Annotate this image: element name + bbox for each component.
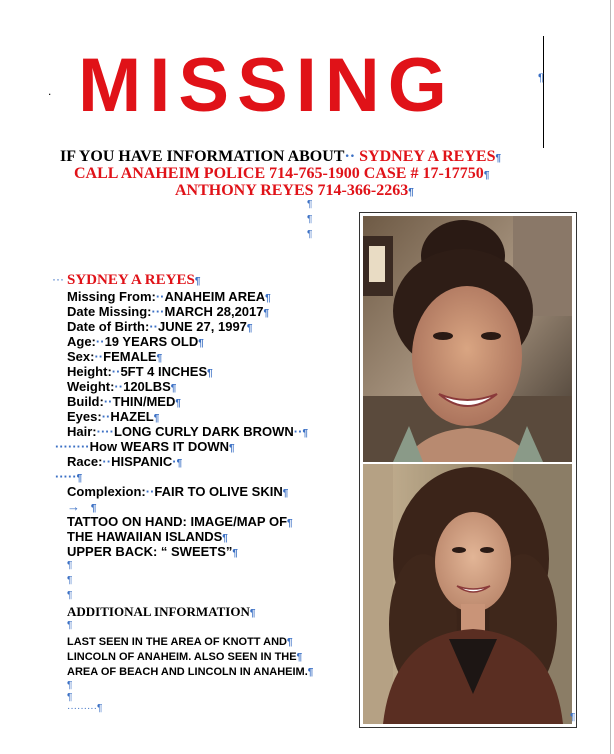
- paragraph-mark: ¶: [570, 712, 576, 723]
- field-label: Hair:: [67, 424, 97, 439]
- tattoo-text: TATTOO ON HAND: IMAGE/MAP OF: [67, 514, 288, 529]
- person-name: [67, 272, 200, 289]
- field-value: How WEARS IT DOWN: [89, 439, 230, 454]
- paragraph-mark: ¶: [246, 323, 253, 334]
- paragraph-mark: ¶: [67, 575, 73, 586]
- header-line-1: IF YOU HAVE INFORMATION ABOUT·· SYDNEY A REYES¶: [60, 148, 502, 165]
- last-seen-line-3: [67, 665, 313, 680]
- field-age: Age:··19 YEARS OLD¶: [67, 334, 204, 349]
- field-label: Missing From:: [67, 289, 156, 304]
- field-sex: Sex:··FEMALE¶: [67, 349, 163, 364]
- paragraph-mark: ¶: [307, 667, 314, 678]
- field-label: Weight:: [67, 379, 115, 394]
- last-seen-line-2: [67, 650, 302, 665]
- field-value: FAIR TO OLIVE SKIN: [154, 484, 283, 499]
- header-line-1-name: SYDNEY A REYES: [359, 148, 496, 165]
- field-value: HISPANIC: [111, 454, 173, 469]
- last-seen-text: AREA OF BEACH AND LINCOLN IN ANAHEIM.: [67, 666, 308, 678]
- paragraph-mark: ¶: [198, 338, 204, 349]
- field-value: MARCH 28,2017: [164, 304, 264, 319]
- paragraph-mark: ¶: [302, 428, 309, 439]
- paragraph-mark: ¶: [287, 518, 293, 529]
- field-label: Race:: [67, 454, 103, 469]
- tattoo-text: UPPER BACK: “ SWEETS”: [67, 544, 233, 559]
- portrait-photo-bottom-image: [363, 464, 572, 724]
- paragraph-mark: ¶: [249, 608, 256, 619]
- page-edge-rule: [610, 0, 611, 754]
- last-seen-text: LAST SEEN IN THE AREA OF KNOTT AND: [67, 636, 287, 648]
- paragraph-mark: ¶: [90, 503, 97, 514]
- portrait-photo-top-image: [363, 216, 572, 462]
- paragraph-mark: ¶: [153, 413, 160, 424]
- field-label: Sex:: [67, 349, 95, 364]
- field-value: FEMALE: [103, 349, 157, 364]
- paragraph-mark: ¶: [67, 680, 73, 691]
- field-label: Height:: [67, 364, 112, 379]
- paragraph-mark: ¶: [538, 72, 544, 84]
- field-race: Race:··HISPANIC·¶: [67, 454, 183, 469]
- field-value: HAZEL: [110, 409, 154, 424]
- field-label: Date of Birth:: [67, 319, 150, 334]
- page-title: MISSING: [78, 43, 455, 128]
- paragraph-mark: ¶: [96, 703, 103, 714]
- field-date-of-birth: Date of Birth:··JUNE 27, 1997¶: [67, 319, 253, 334]
- paragraph-mark: ¶: [170, 383, 177, 394]
- paragraph-mark: ¶: [76, 473, 83, 484]
- portrait-photo-top: [363, 216, 572, 462]
- header-line-2-text: CALL ANAHEIM POLICE 714-765-1900 CASE # 17-17750: [74, 165, 484, 182]
- blank-line: ·········¶: [67, 703, 103, 714]
- paragraph-mark: ¶: [296, 652, 303, 663]
- field-value: LONG CURLY DARK BROWN: [113, 424, 294, 439]
- field-value: ANAHEIM AREA: [164, 289, 266, 304]
- field-hair: Hair:····LONG CURLY DARK BROWN··¶: [67, 424, 309, 439]
- header-line-3: [175, 182, 414, 202]
- portrait-photo-bottom: [363, 464, 572, 724]
- field-eyes: Eyes:··HAZEL¶: [67, 409, 160, 424]
- tab-line: → ¶: [67, 499, 97, 514]
- header-line-1-prefix: IF YOU HAVE INFORMATION ABOUT: [60, 148, 345, 165]
- paragraph-mark: ¶: [67, 692, 73, 703]
- paragraph-mark: ¶: [483, 170, 490, 181]
- field-value: THIN/MED: [112, 394, 176, 409]
- paragraph-mark: ¶: [156, 353, 163, 364]
- paragraph-mark: ¶: [265, 293, 271, 304]
- field-height: Height:··5FT 4 INCHES¶: [67, 364, 213, 379]
- field-build: Build:··THIN/MED¶: [67, 394, 181, 409]
- paragraph-mark: ¶: [175, 398, 181, 409]
- person-name-text: SYDNEY A REYES: [67, 272, 195, 288]
- paragraph-mark: ¶: [263, 308, 270, 319]
- paragraph-mark: ¶: [307, 229, 313, 240]
- last-seen-text: LINCOLN OF ANAHEIM. ALSO SEEN IN THE: [67, 651, 297, 663]
- field-label: Age:: [67, 334, 96, 349]
- stray-dot: .: [48, 84, 52, 98]
- paragraph-mark: ¶: [287, 637, 293, 648]
- leading-dots: ···: [52, 272, 64, 286]
- field-value: 19 YEARS OLD: [104, 334, 199, 349]
- paragraph-mark: ¶: [67, 620, 73, 631]
- field-label: Build:: [67, 394, 104, 409]
- heading-text: ADDITIONAL INFORMATION: [67, 604, 250, 619]
- paragraph-mark: ¶: [67, 590, 73, 601]
- field-label: Eyes:: [67, 409, 102, 424]
- tattoo-text: THE HAWAIIAN ISLANDS: [67, 529, 223, 544]
- paragraph-mark: ¶: [232, 548, 238, 559]
- header-line-3-text: ANTHONY REYES 714-366-2263: [175, 182, 409, 199]
- field-hair-note: ········How WEARS IT DOWN¶: [55, 439, 235, 454]
- paragraph-mark: ¶: [495, 153, 502, 164]
- blank-line: ·····¶: [55, 469, 83, 484]
- paragraph-mark: ¶: [67, 560, 73, 571]
- paragraph-mark: ¶: [222, 533, 228, 544]
- photo-frame: [359, 212, 577, 728]
- field-label: Complexion:: [67, 484, 146, 499]
- field-complexion: Complexion:··FAIR TO OLIVE SKIN¶: [67, 484, 289, 499]
- paragraph-mark: ¶: [307, 199, 313, 210]
- field-missing-from: Missing From:··ANAHEIM AREA¶: [67, 289, 271, 304]
- last-seen-line-1: [67, 635, 293, 650]
- paragraph-mark: ¶: [307, 214, 313, 225]
- paragraph-mark: ¶: [176, 458, 183, 469]
- paragraph-mark: ¶: [408, 187, 414, 198]
- paragraph-mark: ¶: [207, 368, 213, 379]
- paragraph-mark: ¶: [282, 488, 289, 499]
- paragraph-mark: ¶: [229, 443, 235, 454]
- text-boundary-rule: [543, 36, 544, 148]
- field-value: 120LBS: [123, 379, 171, 394]
- field-date-missing: Date Missing:···MARCH 28,2017¶: [67, 304, 270, 319]
- field-value: JUNE 27, 1997: [158, 319, 247, 334]
- field-label: Date Missing:: [67, 304, 152, 319]
- field-value: 5FT 4 INCHES: [120, 364, 208, 379]
- tattoo-line-3: [67, 544, 238, 561]
- field-weight: Weight:··120LBS¶: [67, 379, 177, 394]
- paragraph-mark: ¶: [194, 276, 201, 287]
- additional-info-heading: [67, 604, 255, 620]
